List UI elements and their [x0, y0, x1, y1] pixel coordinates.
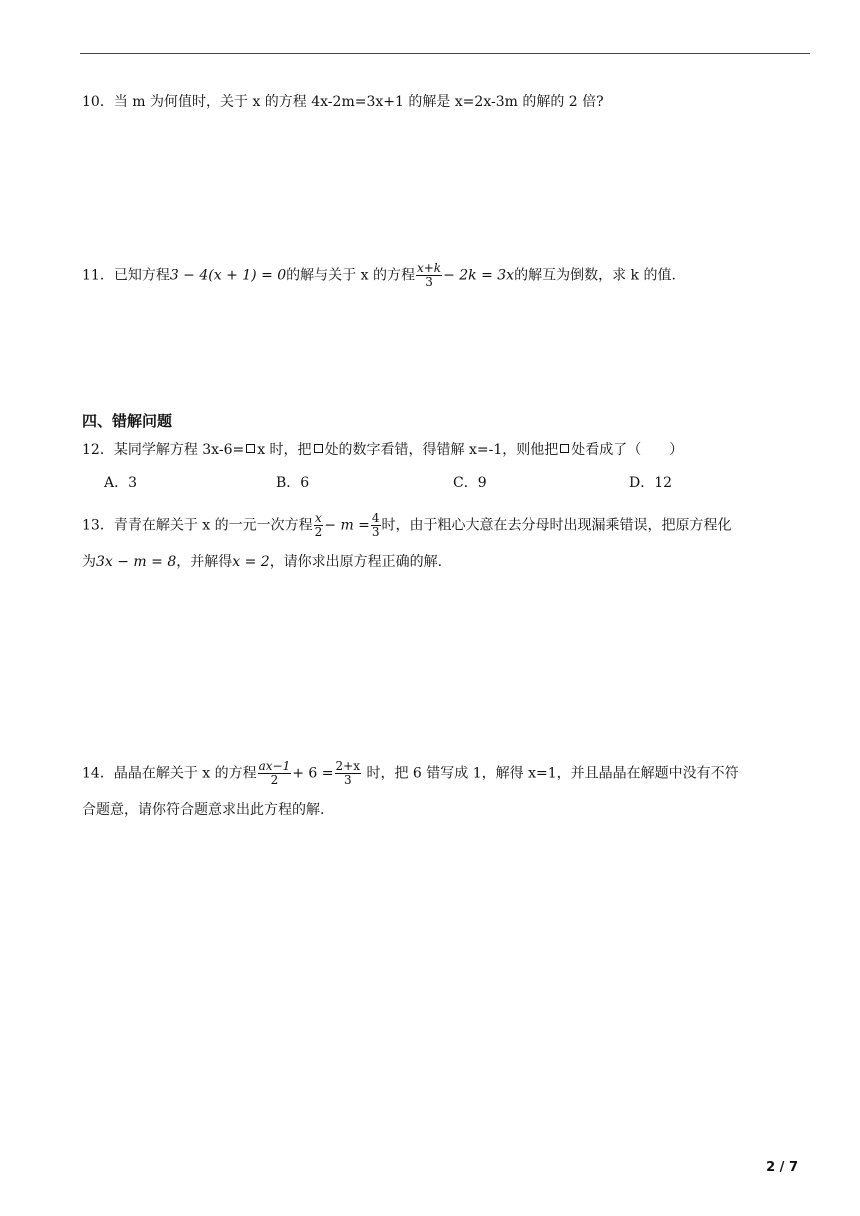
question-text: 的解与关于 x 的方程	[286, 267, 415, 284]
question-10	[82, 92, 604, 112]
fraction	[335, 760, 361, 787]
choice-c: C．9	[453, 475, 487, 491]
question-number: 10．	[82, 94, 114, 110]
header-rule	[80, 53, 810, 54]
fraction-numerator: x+k	[416, 261, 442, 275]
question-text: 处看成了（ ）	[571, 442, 684, 458]
blank-box-icon	[246, 444, 255, 453]
fraction	[314, 512, 324, 539]
question-text: 晶晶在解关于 x 的方程	[113, 765, 257, 782]
question-text: 已知方程	[113, 267, 170, 284]
question-text: 为	[82, 554, 96, 570]
question-text: 的解互为倒数，求 k 的值.	[514, 267, 676, 284]
equation: − m =	[324, 517, 370, 534]
blank-box-icon	[314, 444, 323, 453]
fraction-numerator: ax−1	[258, 759, 291, 773]
question-11	[82, 262, 676, 289]
fraction-denominator: 3	[371, 525, 380, 539]
fraction-denominator: 2	[314, 525, 323, 539]
equation: x = 2	[232, 554, 270, 570]
question-13-line-2	[82, 552, 442, 572]
question-number: 13．	[82, 517, 114, 534]
fraction-numerator: x	[315, 511, 322, 525]
question-number: 11．	[82, 267, 114, 284]
fraction-denominator: 3	[425, 275, 433, 289]
choice-d: D．12	[629, 475, 673, 491]
section-title: 四、错解问题	[82, 412, 173, 430]
question-14	[82, 760, 739, 787]
question-13	[82, 512, 732, 539]
fraction	[371, 512, 381, 539]
fraction	[416, 262, 442, 289]
choice-b: B．6	[276, 475, 310, 491]
fraction	[258, 760, 292, 787]
fraction-denominator: 3	[343, 773, 352, 787]
question-text: 处的数字看错，得错解 x=-1，则他把	[324, 442, 559, 458]
question-number: 12．	[82, 442, 114, 458]
equation: 3x − m = 8	[96, 554, 177, 570]
blank-box-icon	[560, 444, 569, 453]
question-12	[82, 440, 683, 460]
question-number: 14．	[82, 765, 114, 782]
equation: + 6 =	[292, 765, 334, 782]
fraction-numerator: 2+x	[335, 759, 360, 773]
question-text: 当 m 为何值时，关于 x 的方程 4x-2m=3x+1 的解是 x=2x-3m 的解的 2 倍?	[113, 94, 604, 110]
question-text: 某同学解方程 3x-6=	[113, 442, 245, 458]
fraction-denominator: 2	[270, 773, 279, 787]
question-text: 时，由于粗心大意在去分母时出现漏乘错误，把原方程化	[381, 517, 732, 534]
fraction-numerator: 4	[371, 511, 380, 525]
question-text: x 时，把	[257, 442, 312, 458]
question-text: 合题意，请你符合题意求出此方程的解.	[82, 802, 325, 818]
question-14-line-2	[82, 800, 324, 820]
question-text: ，请你求出原方程正确的解.	[269, 554, 443, 570]
equation: − 2k = 3x	[443, 267, 515, 284]
question-text: 时，把 6 错写成 1，解得 x=1，并且晶晶在解题中没有不符	[362, 765, 739, 782]
page-number: 2 / 7	[766, 1160, 798, 1175]
question-text: 青青在解关于 x 的一元一次方程	[113, 517, 313, 534]
question-text: ，并解得	[176, 554, 233, 570]
equation: 3 − 4(x + 1) = 0	[169, 267, 287, 284]
choice-a: A．3	[104, 475, 138, 491]
